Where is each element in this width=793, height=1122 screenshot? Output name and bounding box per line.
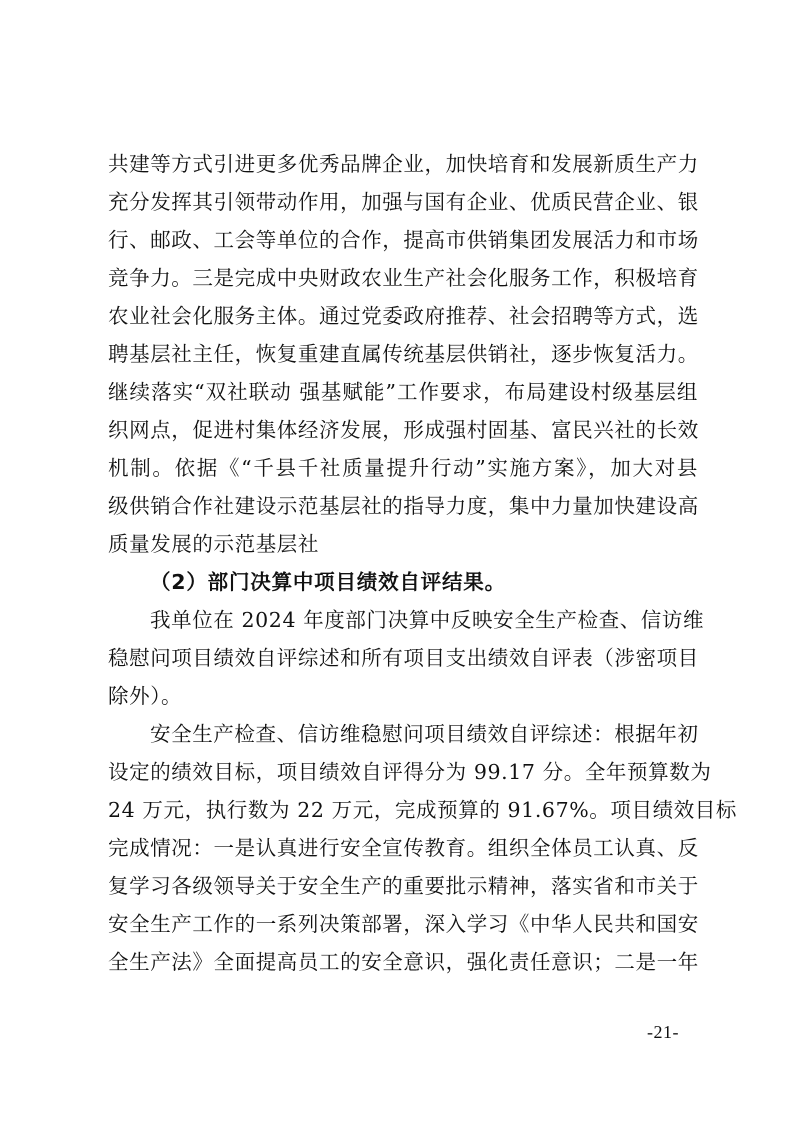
paragraph-line: 级供销合作社建设示范基层社的指导力度，集中力量加快建设高 [108, 494, 699, 518]
paragraph-line: 充分发挥其引领带动作用，加强与国有企业、优质民营企业、银 [108, 190, 699, 214]
paragraph-line: 复学习各级领导关于安全生产的重要批示精神，落实省和市关于 [108, 874, 699, 898]
paragraph-line: 机制。依据《“千县千社质量提升行动”实施方案》，加大对县 [108, 456, 698, 480]
paragraph-line: 24 万元，执行数为 22 万元，完成预算的 91.67%。项目绩效目标 [108, 798, 738, 822]
paragraph-line: 织网点，促进村集体经济发展，形成强村固基、富民兴社的长效 [108, 418, 699, 442]
paragraph-line: 全生产法》全面提高员工的安全意识，强化责任意识；二是一年 [108, 950, 699, 974]
paragraph-line: 稳慰问项目绩效自评综述和所有项目支出绩效自评表（涉密项目 [108, 646, 699, 670]
paragraph-line: 共建等方式引进更多优秀品牌企业，加快培育和发展新质生产力 [108, 152, 699, 176]
paragraph-line: 安全生产检查、信访维稳慰问项目绩效自评综述：根据年初 [150, 722, 699, 746]
paragraph-line: 设定的绩效目标，项目绩效自评得分为 99.17 分。全年预算数为 [108, 760, 712, 784]
paragraph-line: 竞争力。三是完成中央财政农业生产社会化服务工作，积极培育 [108, 266, 699, 290]
paragraph-line: 我单位在 2024 年度部门决算中反映安全生产检查、信访维 [150, 608, 705, 632]
paragraph-line: 除外）。 [108, 684, 183, 708]
paragraph-line: 行、邮政、工会等单位的合作，提高市供销集团发展活力和市场 [108, 228, 699, 252]
section-heading: （2）部门决算中项目绩效自评结果。 [150, 570, 506, 594]
paragraph-line: 继续落实“双社联动 强基赋能”工作要求，布局建设村级基层组 [108, 380, 698, 404]
page-number: -21- [647, 1022, 679, 1042]
paragraph-line: 聘基层社主任，恢复重建直属传统基层供销社，逐步恢复活力。 [108, 342, 699, 366]
paragraph-line: 完成情况：一是认真进行安全宣传教育。组织全体员工认真、反 [108, 836, 699, 860]
paragraph-line: 质量发展的示范基层社 [108, 532, 319, 556]
paragraph-line: 农业社会化服务主体。通过党委政府推荐、社会招聘等方式，选 [108, 304, 699, 328]
paragraph-line: 安全生产工作的一系列决策部署，深入学习《中华人民共和国安 [108, 912, 699, 936]
